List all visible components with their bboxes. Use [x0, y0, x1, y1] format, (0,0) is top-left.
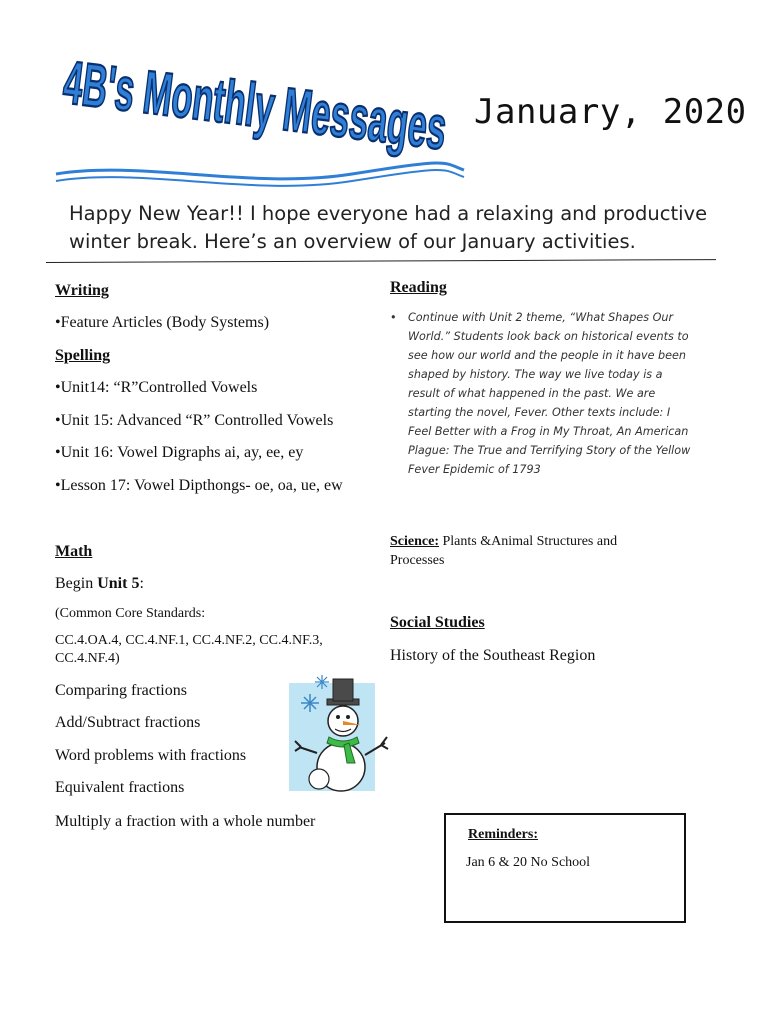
math-topic: Comparing fractions [55, 682, 187, 699]
reminder-item: Jan 6 & 20 No School [466, 855, 591, 870]
social-studies-text: History of the Southeast Region [390, 647, 596, 664]
top-hat [333, 679, 353, 701]
newsletter-logo [52, 49, 537, 192]
math-begin-prefix: Begin [55, 575, 98, 592]
spelling-item: •Unit 16: Vowel Digraphs ai, ay, ee, ey [55, 444, 304, 461]
spelling-item: •Unit14: “R”Controlled Vowels [55, 379, 258, 396]
math-begin-unit [55, 575, 144, 593]
math-standards-line: CC.4.NF.4) [55, 651, 120, 666]
math-topic: Add/Subtract fractions [55, 714, 201, 731]
reading-heading: Reading [390, 279, 447, 296]
math-topic: Equivalent fractions [55, 779, 185, 796]
science-section [390, 532, 660, 570]
writing-heading: Writing [55, 282, 109, 299]
newsletter-date: January, 2020 [474, 92, 747, 132]
snowman-clipart [289, 675, 389, 797]
math-topic: Word problems with fractions [55, 747, 247, 764]
math-standards-label: (Common Core Standards: [55, 606, 206, 621]
intro-message [69, 200, 729, 256]
intro-line: Happy New Year!! I hope everyone had a relaxing and productive [69, 202, 708, 225]
science-label: Science: [390, 534, 439, 549]
spelling-heading: Spelling [55, 347, 111, 364]
science-text: Plants &Animal Structures and Processes [390, 534, 618, 568]
math-topic: Multiply a fraction with a whole number [55, 813, 316, 830]
logo-text: 4B's Monthly Messages [59, 49, 537, 174]
reading-bullet: • [390, 311, 397, 324]
math-begin-suffix: : [139, 575, 144, 592]
snowflake-icon [315, 675, 329, 689]
spelling-item: •Unit 15: Advanced “R” Controlled Vowels [55, 412, 334, 429]
math-unit: Unit 5 [97, 575, 140, 592]
math-standards-line: CC.4.OA.4, CC.4.NF.1, CC.4.NF.2, CC.4.NF.3, [55, 633, 323, 648]
intro-line: winter break. Here’s an overview of our January activities. [69, 230, 636, 253]
header-divider [46, 259, 716, 263]
reminders-title: Reminders: [468, 827, 538, 842]
reading-text: Continue with Unit 2 theme, “What Shapes Our World.” Students look back on historical events to see how our world and the people in it have been shaped by history. The way we live today is a result of what happened in the past. We are starting the novel, Fever. Other texts include: I Feel Better with a Frog in My Throat, An American Plague: The True and Terrifying Story of the Yellow Fever Epidemic of 1793 [408, 311, 691, 476]
social-studies-heading: Social Studies [390, 614, 485, 631]
reading-description [392, 308, 692, 479]
writing-item: •Feature Articles (Body Systems) [55, 314, 270, 331]
spelling-item: •Lesson 17: Vowel Dipthongs- oe, oa, ue, ew [55, 477, 343, 494]
math-heading: Math [55, 543, 93, 560]
